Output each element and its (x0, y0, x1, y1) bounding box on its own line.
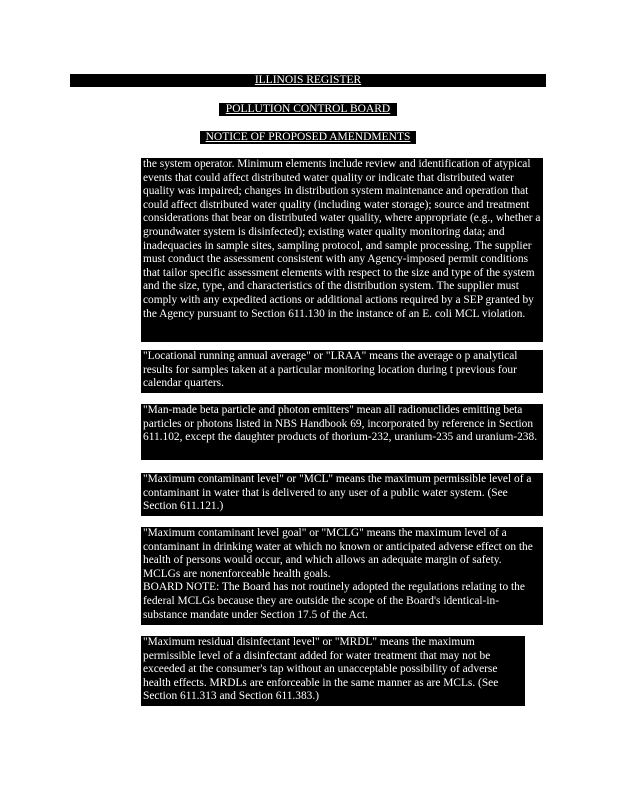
paragraph-text: "Maximum contaminant level goal" or "MCLG" means the maximum level of a contaminant in drinking water at which no known or anticipated adverse effect on the health of persons would occur, and which allows an adequate margin of safety. MCLGs are nonenforceable health goals. (143, 527, 533, 580)
paragraph-text: the system operator. Minimum elements include review and identification of atypical events that could affect distributed water quality or indicate that distributed water quality was impaired; changes in distribution system maintenance and operation that could affect distributed water quality (including water storage); source and treatment considerations that bear on distributed water quality, where appropriate (e.g., whether a groundwater system is disinfected); existing water quality monitoring data; and inadequacies in sample sites, sampling protocol, and sample processing. The supplier must conduct the assessment consistent with any Agency-imposed permit conditions that tailor specific assessment elements with respect to the size and type of the system and the size, type, and characteristics of the distribution system. The supplier must comply with any expedited actions or additional actions required by a SEP granted by the Agency pursuant to Section 611.130 in the instance of an E. coli MCL violation. (143, 158, 541, 320)
paragraph-lraa (141, 350, 543, 393)
paragraph-mclg (141, 527, 543, 625)
board-title: POLLUTION CONTROL BOARD (219, 103, 397, 116)
paragraph-system-operator (141, 158, 543, 342)
notice-title: NOTICE OF PROPOSED AMENDMENTS (200, 131, 416, 144)
paragraph-mrdl (141, 636, 525, 706)
register-title: ILLINOIS REGISTER (70, 74, 546, 87)
paragraph-text: "Maximum residual disinfectant level" or "MRDL" means the maximum permissible level of a disinfectant added for water treatment that may not be exceeded at the consumer's tap without an unacceptable possibility of adverse health effects. MRDLs are enforceable in the same manner as are MCLs. (See Section 611.313 and Section 611.383.) (143, 636, 499, 703)
paragraph-man-made-beta (141, 404, 543, 460)
paragraph-mcl (141, 473, 543, 516)
paragraph-text: "Maximum contaminant level" or "MCL" means the maximum permissible level of a contaminant in water that is delivered to any user of a public water system. (See Section 611.121.) (143, 473, 532, 513)
paragraph-text: "Locational running annual average" or "LRAA" means the average o p analytical results for samples taken at a particular monitoring location during t previous four calendar quarters. (143, 350, 518, 390)
board-note: BOARD NOTE: The Board has not routinely adopted the regulations relating to the federal MCLGs because they are outside the scope of the Board's identical-in-substance mandate under Section 17.5 of the Act. (143, 581, 525, 621)
paragraph-text: "Man-made beta particle and photon emitters" mean all radionuclides emitting beta particles or photons listed in NBS Handbook 69, incorporated by reference in Section 611.102, except the daughter products of thorium-232, uranium-235 and uranium-238. (143, 404, 538, 444)
